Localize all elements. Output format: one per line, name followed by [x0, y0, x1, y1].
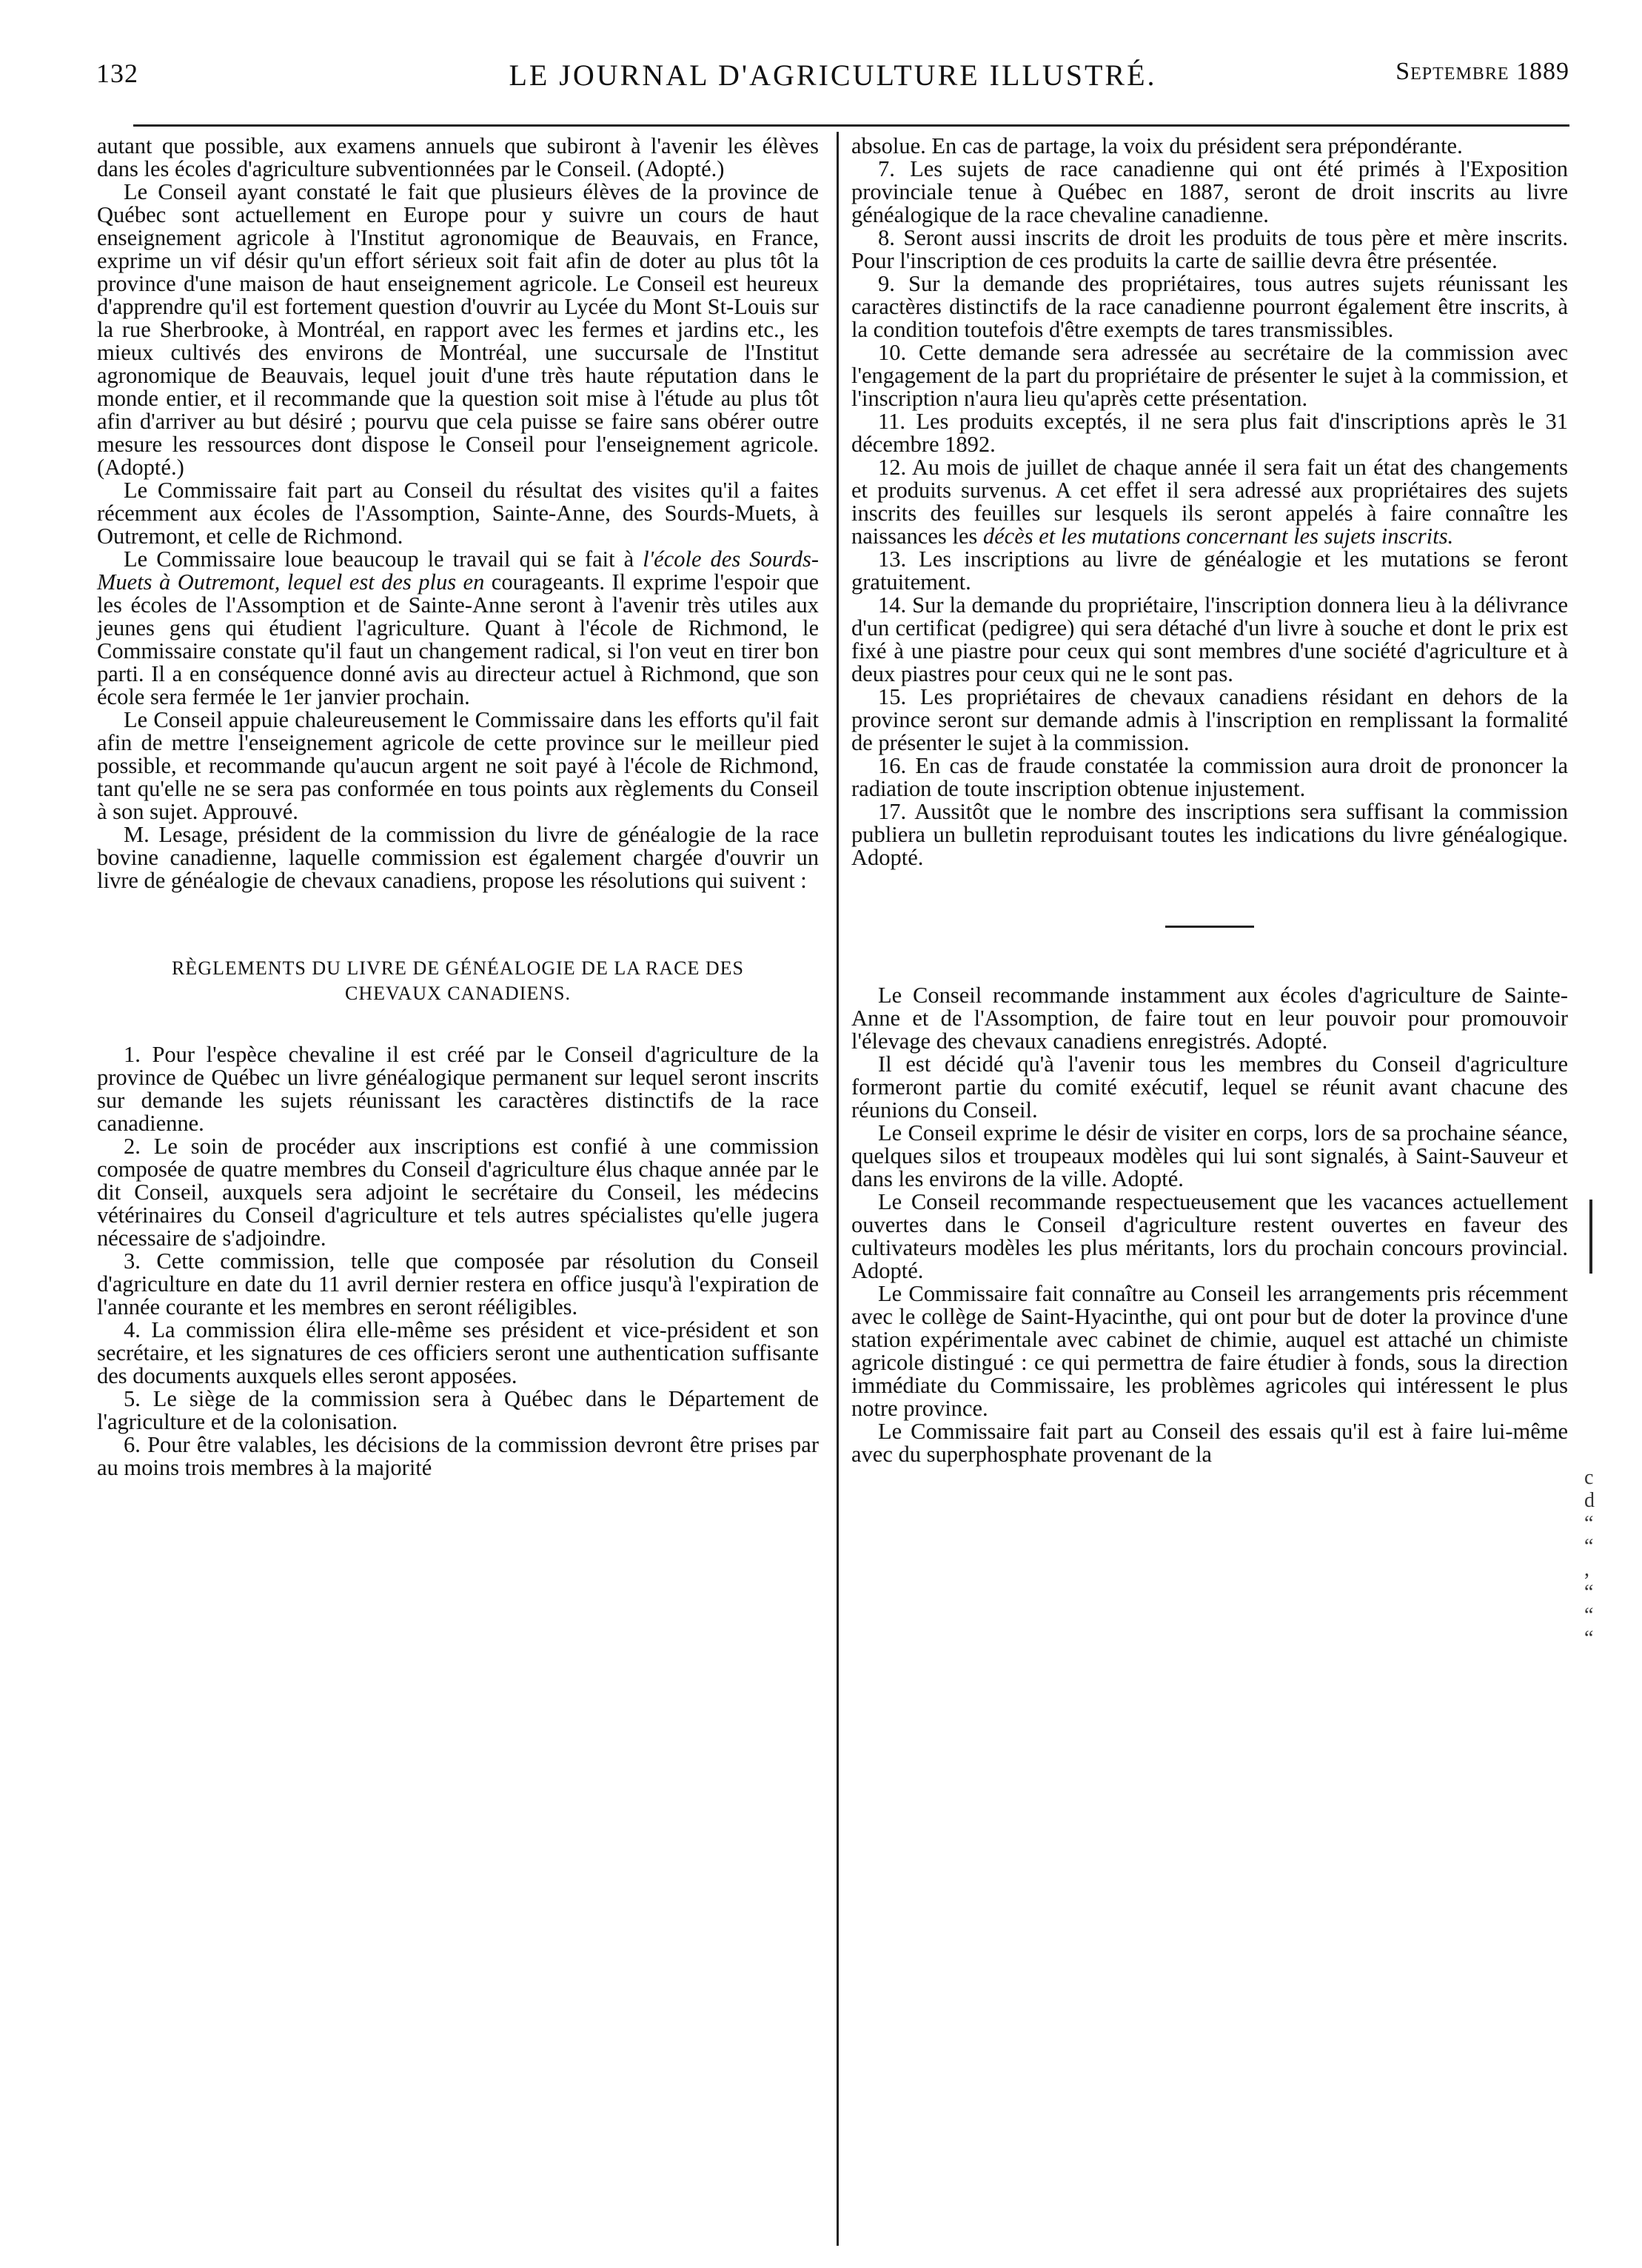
margin-mark: “ — [1584, 1581, 1594, 1604]
paragraph: Le Conseil appuie chaleureusement le Commissaire dans les efforts qu'il fait afin de mettre l'enseignement agricole de cette province sur le meilleur pied possible, et recommande qu'aucun argent ne soit payé à l'école de Richmond, tant qu'elle ne se sera pas conformée en tous points aux règlements du Conseil à son sujet. Approuvé. — [97, 707, 819, 824]
ornament-rule — [1165, 926, 1254, 928]
paragraph — [97, 548, 819, 709]
margin-mark: “ — [1584, 1535, 1594, 1558]
rule-item: 8. Seront aussi inscrits de droit les produits de tous père et mère inscrits. Pour l'inscription de ces produits la carte de saillie devra être présentée. — [851, 225, 1568, 273]
margin-marks — [1584, 1466, 1595, 1650]
spacer — [97, 892, 819, 956]
rule-item: 15. Les propriétaires de chevaux canadiens résidant en dehors de la province seront sur demande admis à l'inscription en remplissant la formalité de présenter le sujet à la commission. — [851, 684, 1568, 755]
margin-mark: , — [1584, 1558, 1589, 1581]
margin-mark: “ — [1584, 1512, 1594, 1535]
rule-item: 6. Pour être valables, les décisions de la commission devront être prises par au moins trois membres à la majorité — [97, 1432, 819, 1480]
paragraph: Le Conseil recommande instamment aux écoles d'agriculture de Sainte-Anne et de l'Assomption, de faire tout en leur pouvoir pour promouvoir l'élevage des chevaux canadiens enregistrés. Adopté. — [851, 983, 1568, 1054]
journal-title: LE JOURNAL D'AGRICULTURE ILLUSTRÉ. — [509, 58, 1157, 92]
rule-item: 13. Les inscriptions au livre de généalogie et les mutations se feront gratuitement. — [851, 546, 1568, 595]
spacer — [97, 1006, 819, 1043]
paragraph: Le Conseil recommande respectueusement que les vacances actuellement ouvertes dans le Conseil d'agriculture restent ouvertes en faveur des cultivateurs modèles les plus méritants, lors du prochain concours provincial. Adopté. — [851, 1189, 1568, 1283]
rule-item: 10. Cette demande sera adressée au secrétaire de la commission avec l'engagement de la part du propriétaire de présenter le sujet à la commission, et l'inscription n'aura lieu qu'après cette présentation. — [851, 340, 1568, 411]
rule-item: 5. Le siège de la commission sera à Québec dans le Département de l'agriculture et de la colonisation. — [97, 1386, 819, 1434]
section-divider — [851, 869, 1568, 984]
margin-mark: c — [1584, 1466, 1594, 1489]
left-column — [97, 135, 819, 1479]
page-header — [96, 58, 1569, 102]
rule-item: 16. En cas de fraude constatée la commission aura droit de prononcer la radiation de toute inscription obtenue injustement. — [851, 753, 1568, 801]
issue-date: Septembre 1889 — [1395, 58, 1569, 85]
paragraph: Le Commissaire fait part au Conseil des essais qu'il est à faire lui-même avec du superphosphate provenant de la — [851, 1419, 1568, 1467]
paragraph: M. Lesage, président de la commission du livre de généalogie de la race bovine canadienne, laquelle commission est également chargée d'ouvrir un livre de généalogie de chevaux canadiens, propose les résolutions qui suivent : — [97, 822, 819, 893]
paragraph: Le Conseil ayant constaté le fait que plusieurs élèves de la province de Québec sont actuellement en Europe pour y suivre un cours de haut enseignement agricole à l'Institut agronomique de Beauvais, en France, exprime un vif désir qu'un effort sérieux soit fait afin de doter au plus tôt la province d'une maison de haut enseignement agricole. Le Conseil est heureux d'apprendre qu'il est fortement question d'ouvrir au Lycée du Mont St-Louis sur la rue Sherbrooke, à Montréal, en rapport avec les fermes et jardins etc., les mieux cultivés des environs de Montréal, une succursale de l'Institut agronomique de Beauvais, lequel jouit d'une très haute réputation dans le monde entier, et il recommande que la question soit mise à l'étude au plus tôt afin d'arriver au but désiré ; pourvu que cela puisse se faire sans obérer outre mesure les ressources dont dispose le Conseil pour l'enseignement agricole. (Adopté.) — [97, 179, 819, 480]
rule-item: 17. Aussitôt que le nombre des inscriptions sera suffisant la commission publiera un bulletin reproduisant toutes les indications du livre généalogique. Adopté. — [851, 799, 1568, 870]
paragraph: autant que possible, aux examens annuels que subiront à l'avenir les élèves dans les écoles d'agriculture subventionnées par le Conseil. (Adopté.) — [97, 133, 819, 181]
text-run: Le Commissaire loue beaucoup le travail qui se fait à — [124, 546, 643, 572]
rule-item: 3. Cette commission, telle que composée par résolution du Conseil d'agriculture en date du 11 avril dernier restera en office jusqu'à l'expiration de l'année courante et les membres en seront rééligibles. — [97, 1248, 819, 1319]
paragraph: Le Conseil exprime le désir de visiter en corps, lors de sa prochaine séance, quelques silos et troupeaux modèles qui lui sont signalés, à Saint-Sauveur et dans les environs de la ville. Adopté. — [851, 1120, 1568, 1191]
rule-item: 11. Les produits exceptés, il ne sera plus fait d'inscriptions après le 31 décembre 1892. — [851, 409, 1568, 457]
text-run: 12. Au mois de juillet de chaque année il sera fait un état des changements et produits survenus. A cet effet il sera adressé aux propriétaires des sujets inscrits des feuilles sur lesquels ils seront appelés à faire connaître les naissances les — [851, 455, 1568, 549]
text-run: courageants. Il exprime l'espoir que les écoles de l'Assomption et de Sainte-Anne seront à l'avenir très utiles aux jeunes gens qui étudient l'agriculture. Quant à l'école de Richmond, le Commissaire constate qu'il faut un changement radical, si l'on veut en tirer bon parti. Il a en conséquence donné avis au directeur actuel à Richmond, que son école sera fermée le 1er janvier prochain. — [97, 569, 819, 709]
paragraph: absolue. En cas de partage, la voix du président sera prépondérante. — [851, 133, 1463, 158]
margin-bar — [1589, 1200, 1592, 1274]
margin-mark: d — [1584, 1489, 1595, 1512]
margin-mark: “ — [1584, 1627, 1594, 1650]
rule-item: 1. Pour l'espèce chevaline il est créé par le Conseil d'agriculture de la province de Québec un livre généalogique permanent sur lequel seront inscrits sur demande les sujets réunissant les caractères distinctifs de la race canadienne. — [97, 1042, 819, 1136]
italic-run: l'école des Sourds-Muets à Outremont, lequel est des plus en — [97, 546, 819, 595]
paragraph: Il est décidé qu'à l'avenir tous les membres du Conseil d'agriculture formeront partie du comité exécutif, lequel se réunit avant chacune des réunions du Conseil. — [851, 1051, 1568, 1123]
right-column — [851, 135, 1568, 1466]
italic-run: décès et les mutations concernant les sujets inscrits. — [982, 523, 1454, 549]
rule-item: 7. Les sujets de race canadienne qui ont été primés à l'Exposition provinciale tenue à Québec en 1887, seront de droit inscrits au livre généalogique de la race chevaline canadienne. — [851, 156, 1568, 227]
rule-item: 2. Le soin de procéder aux inscriptions est confié à une commission composée de quatre membres du Conseil d'agriculture élus chaque année par le dit Conseil, auxquels sera adjoint le secrétaire du Conseil, les médecins vétérinaires du Conseil d'agriculture et tels autres spécialistes qu'elle jugera nécessaire de s'adjoindre. — [97, 1134, 819, 1251]
column-divider — [837, 132, 839, 2246]
header-rule — [133, 124, 1569, 127]
rule-item: 14. Sur la demande du propriétaire, l'inscription donnera lieu à la délivrance d'un certificat (pedigree) qui sera détaché d'un livre à souche et dont le prix est fixé à une piastre pour ceux qui sont membres d'une société d'agriculture et à deux piastres pour ceux qui ne le sont pas. — [851, 592, 1568, 686]
rule-item — [851, 456, 1568, 548]
rule-item: 4. La commission élira elle-même ses président et vice-président et son secrétaire, et les signatures de ces officiers seront une authentication suffisante des documents auxquels elles seront apposées. — [97, 1317, 819, 1388]
section-title: RÈGLEMENTS DU LIVRE DE GÉNÉALOGIE DE LA RACE DES CHEVAUX CANADIENS. — [171, 957, 745, 1004]
rule-item: 9. Sur la demande des propriétaires, tous autres sujets réunissant les caractères distinctifs de la race canadienne pourront également être inscrits, à la condition toutefois d'être exempts de tares transmissibles. — [851, 271, 1568, 342]
paragraph: Le Commissaire fait part au Conseil du résultat des visites qu'il a faites récemment aux écoles de l'Assomption, Sainte-Anne, des Sourds-Muets, à Outremont, et celle de Richmond. — [97, 478, 819, 549]
paragraph: Le Commissaire fait connaître au Conseil les arrangements pris récemment avec le collège de Saint-Hyacinthe, qui ont pour but de doter la province d'une station expérimentale avec cabinet de chimie, auquel est attaché un chimiste agricole distingué : ce qui permettra de faire étudier à fonds, sous la direction immédiate du Commissaire, les problèmes agricoles qui intéressent le plus notre province. — [851, 1281, 1568, 1421]
page-number: 132 — [96, 58, 138, 88]
margin-mark: “ — [1584, 1604, 1594, 1627]
